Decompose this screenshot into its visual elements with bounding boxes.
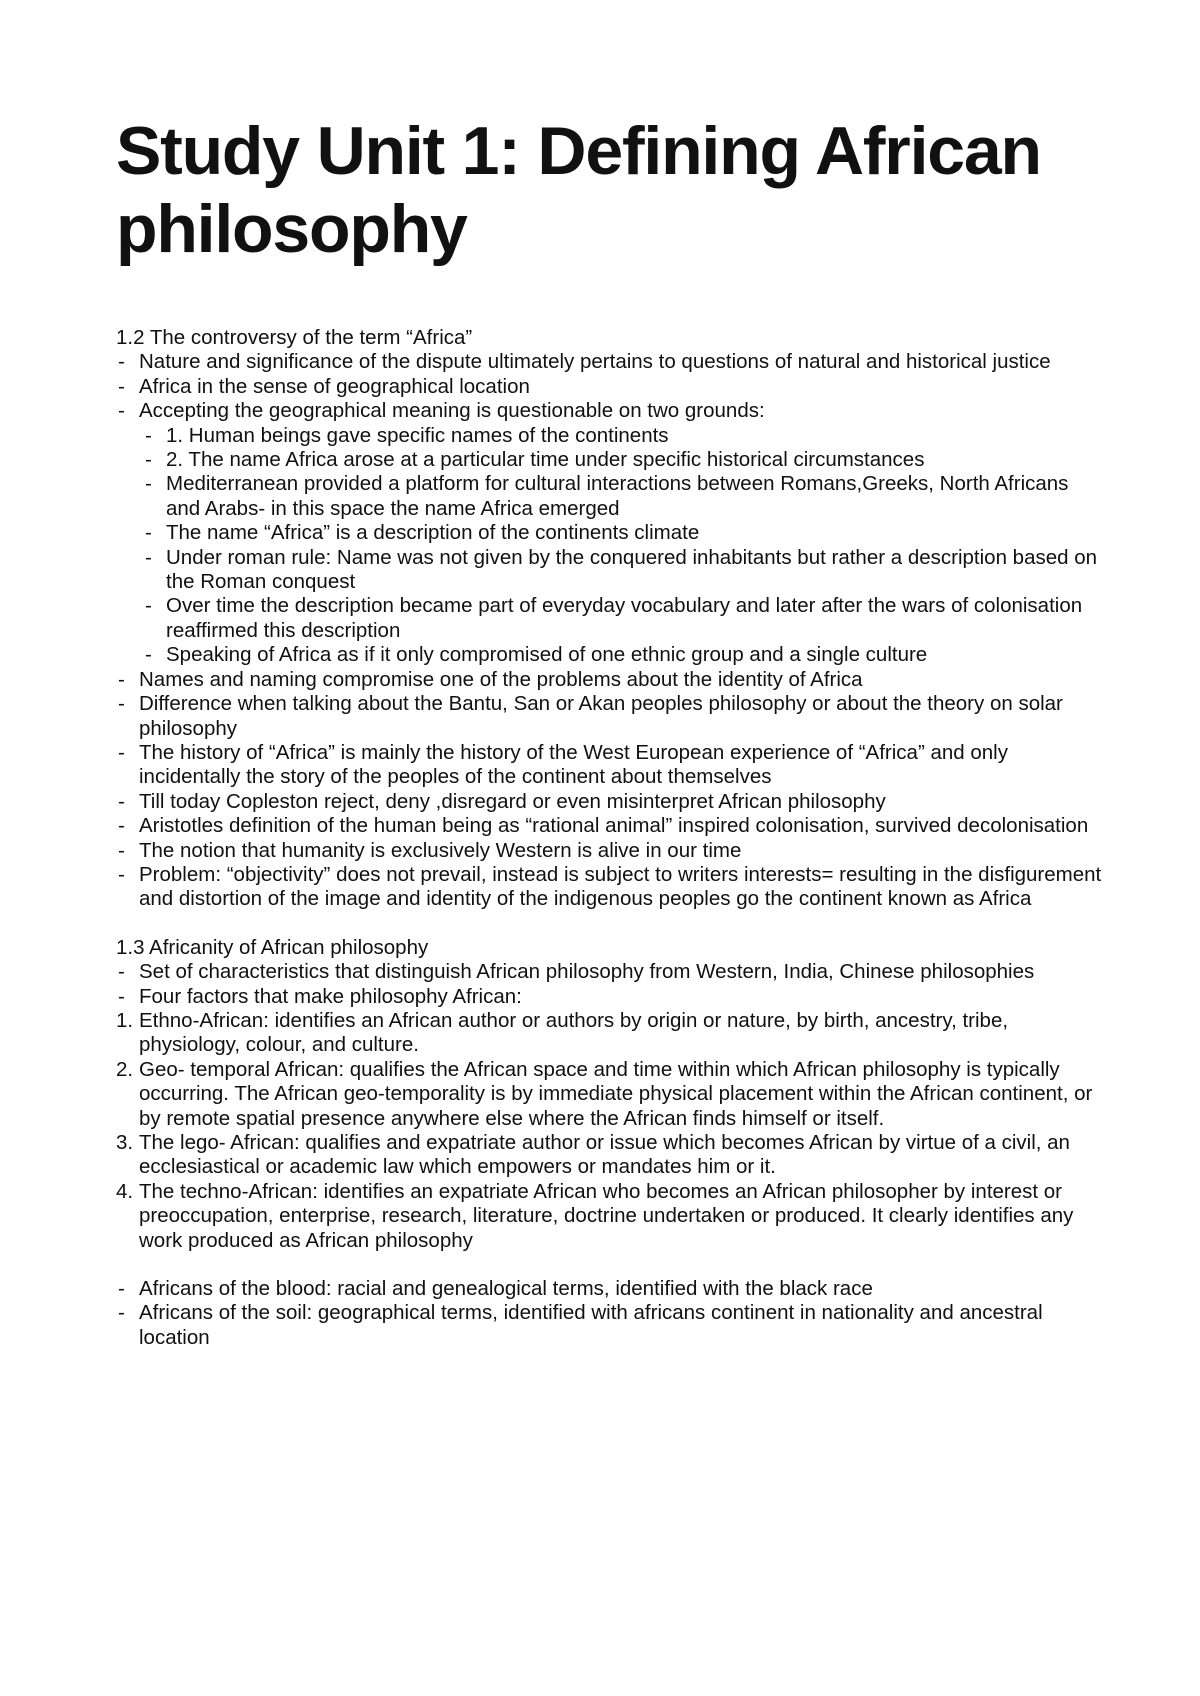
section-1-2-list <box>116 350 1106 423</box>
page-title: Study Unit 1: Defining African philosophy <box>116 113 1041 267</box>
item-number: 4. <box>116 1179 134 1203</box>
list-item: - Africans of the soil: geographical terms, identified with africans continent in nationality and ancestral location <box>116 1301 1106 1350</box>
item-number: 2. <box>116 1057 134 1081</box>
africanity-factors-list <box>116 1009 1106 1253</box>
section-1-2-list-continued <box>116 668 1106 912</box>
list-item: - Aristotles definition of the human being as “rational animal” inspired colonisation, survived decolonisation <box>116 814 1106 838</box>
list-item: - Four factors that make philosophy African: <box>116 985 1106 1009</box>
item-number: 1. <box>116 1008 134 1032</box>
document-page <box>116 112 1106 1350</box>
sub-list-item: - Mediterranean provided a platform for cultural interactions between Romans,Greeks, North Africans and Arabs- in this space the name Africa emerged <box>143 472 1106 521</box>
list-item: - Problem: “objectivity” does not prevail, instead is subject to writers interests= resulting in the disfigurement and distortion of the image and identity of the indigenous peoples go the continent known as Africa <box>116 863 1106 912</box>
numbered-item <box>116 1058 1106 1131</box>
sub-list-item: - The name “Africa” is a description of the continents climate <box>143 521 1106 545</box>
sub-list-item: - 1. Human beings gave specific names of the continents <box>143 424 1106 448</box>
sub-list-item: - Speaking of Africa as if it only compromised of one ethnic group and a single culture <box>143 643 1106 667</box>
list-item: - Africa in the sense of geographical location <box>116 375 1106 399</box>
numbered-item <box>116 1009 1106 1058</box>
list-item: - Till today Copleston reject, deny ,disregard or even misinterpret African philosophy <box>116 790 1106 814</box>
section-heading-1-3: 1.3 Africanity of African philosophy <box>116 935 429 959</box>
list-item-text: Accepting the geographical meaning is questionable on two grounds: <box>139 399 765 423</box>
list-item <box>116 399 1106 423</box>
paragraph-gap <box>116 1253 1106 1277</box>
list-item: - The notion that humanity is exclusively Western is alive in our time <box>116 839 1106 863</box>
list-item: - The history of “Africa” is mainly the history of the West European experience of “Africa” and only incidentally the story of the peoples of the continent about themselves <box>116 741 1106 790</box>
section-1-2-sublist <box>143 424 1106 668</box>
document-body <box>116 326 1106 1350</box>
list-item: - Set of characteristics that distinguish African philosophy from Western, India, Chinese philosophies <box>116 960 1106 984</box>
list-item: - Africans of the blood: racial and genealogical terms, identified with the black race <box>116 1277 1106 1301</box>
item-text: The lego- African: qualifies and expatriate author or issue which becomes African by virtue of a civil, an ecclesiastical or academic law which empowers or mandates him or it. <box>139 1131 1070 1179</box>
sub-list-item: - Over time the description became part of everyday vocabulary and later after the wars of colonisation reaffirmed this description <box>143 594 1106 643</box>
section-1-3-list <box>116 960 1106 1009</box>
list-item: - Names and naming compromise one of the problems about the identity of Africa <box>116 668 1106 692</box>
numbered-item <box>116 1131 1106 1180</box>
item-text: Geo- temporal African: qualifies the African space and time within which African philosophy is typically occurring. The African geo-temporality is by immediate physical placement within the African continent, or by remote spatial presence anywhere else where the African finds himself or itself. <box>139 1057 1093 1130</box>
sub-list-item: - 2. The name Africa arose at a particular time under specific historical circumstances <box>143 448 1106 472</box>
list-item: - Difference when talking about the Bantu, San or Akan peoples philosophy or about the theory on solar philosophy <box>116 692 1106 741</box>
list-item: - Nature and significance of the dispute ultimately pertains to questions of natural and historical justice <box>116 350 1106 374</box>
item-number: 3. <box>116 1131 134 1154</box>
item-text: The techno-African: identifies an expatriate African who becomes an African philosopher by interest or preoccupation, enterprise, research, literature, doctrine undertaken or produced. It clearly identifies any work produced as African philosophy <box>139 1179 1074 1252</box>
numbered-item <box>116 1180 1106 1253</box>
item-text: Ethno-African: identifies an African author or authors by origin or nature, by birth, ancestry, tribe, physiology, colour, and culture. <box>139 1008 1009 1057</box>
sub-list-item: - Under roman rule: Name was not given by the conquered inhabitants but rather a description based on the Roman conquest <box>143 546 1106 595</box>
section-1-3-list-continued <box>116 1277 1106 1350</box>
section-heading-1-2: 1.2 The controversy of the term “Africa” <box>116 326 473 349</box>
